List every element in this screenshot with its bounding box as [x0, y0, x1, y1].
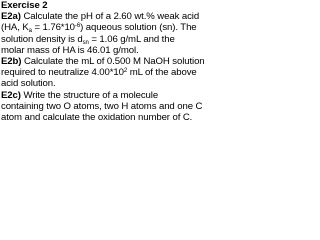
e2a-line-1 [1, 11, 199, 22]
e2a-line-4: molar mass of HA is 46.01 g/mol. [1, 44, 139, 56]
e2a-text-2c: ) aqueous solution (sn). The [80, 22, 197, 34]
ka-subscript: a [28, 28, 32, 35]
e2a-line-3 [1, 34, 199, 45]
e2a-line-2 [1, 22, 199, 33]
e2c-label: E2c) [1, 89, 21, 101]
e2a-text-3b: = 1.06 g/mL and the [88, 33, 175, 45]
e2a-label: E2a) [1, 11, 21, 23]
e2b-text-2b: mL of the above [127, 67, 197, 79]
e2c-line-1 [1, 90, 199, 101]
e2b-label: E2b) [1, 56, 22, 68]
e2a-text-3a: solution density is d [1, 33, 83, 45]
e2a-text-2a: (HA, K [1, 22, 29, 34]
e2a-text-1: Calculate the pH of a 2.60 wt.% weak acid [20, 11, 200, 23]
e2c-line-2: containing two O atoms, two H atoms and one C [1, 100, 203, 112]
e2c-line-3: atom and calculate the oxidation number of C. [1, 112, 193, 124]
ka-exponent: -6 [74, 22, 81, 29]
e2b-text-1: Calculate the mL of 0.500 M NaOH solution [21, 56, 205, 68]
e2b-line-3: acid solution. [1, 78, 56, 90]
e2a-text-2b: = 1.76*10 [31, 22, 75, 34]
volume-exponent: 2 [123, 67, 128, 74]
exercise-heading: Exercise 2 [1, 0, 48, 11]
e2b-line-1 [1, 56, 205, 68]
density-subscript: sn [82, 39, 89, 46]
e2b-text-2a: required to neutralize 4.00*10 [1, 67, 124, 79]
exercise-document [1, 0, 205, 124]
e2c-text-1: Write the structure of a molecule [20, 89, 159, 101]
e2b-line-2 [1, 67, 199, 78]
